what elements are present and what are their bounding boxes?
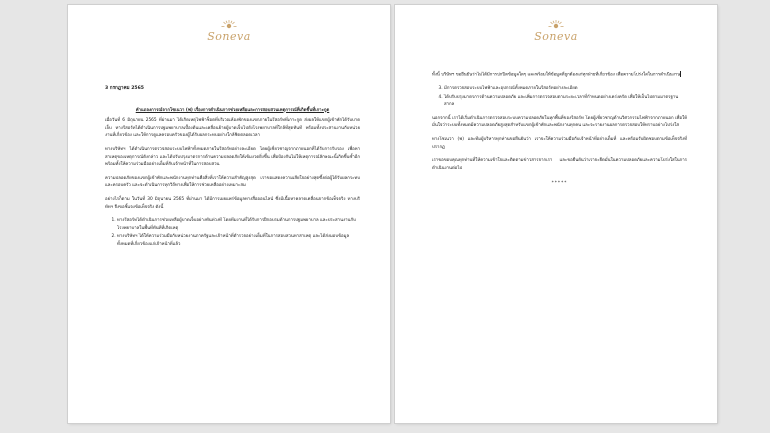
soneva-logo [68, 19, 390, 43]
document-page-1 [68, 5, 390, 423]
paragraph: ทางโซเนวา (ฟ) และทีมผู้บริหารทุกท่านขอยืนยันว่า เราจะให้ความร่วมมือกับเจ้าหน้าที่อย่างเต็มที่ และพร้อมรับผิดชอบตามข้อเท็จจริงที่ปรากฏ [432, 137, 687, 150]
paragraph: อย่างไรก็ตาม ในวันที่ 30 มิถุนายน 2565 ที่ผ่านมา ได้มีการเผยแพร่ข้อมูลทางสื่อออนไลน์ ซึ่งมีเนื้อหาคลาดเคลื่อนจากข้อเท็จจริง ทางบริษัทฯ จึงขอชี้แจงข้อเท็จจริง ดังนี้ [105, 196, 360, 210]
text-cursor [680, 71, 681, 77]
paragraph: นอกจากนี้ เราได้เริ่มดำเนินการตรวจสอบระบบความปลอดภัยในทุกพื้นที่ของรีสอร์ท โดยผู้เชี่ยวชาญด้านวิศวกรรมไฟฟ้าจากภายนอก เพื่อให้มั่นใจว่าระบบทั้งหมดมีความปลอดภัยสูงสุดสำหรับแขกผู้เข้าพักและพนักงานทุกคน และจะรายงานผลการตรวจสอบให้ทราบอย่างโปร่งใส [432, 115, 687, 129]
brand-wordmark: Soneva [534, 30, 578, 43]
page-2-body[interactable] [432, 71, 687, 188]
list-item: 1. ทางรีสอร์ทได้ดำเนินการช่วยเหลือผู้บาดเจ็บอย่างทันท่วงที โดยทีมงานที่ได้รับการฝึกอบรมด้านการปฐมพยาบาล และประสานงานกับโรงพยาบาลในพื้นที่ทันทีที่เกิดเหตุ [117, 217, 360, 232]
document-date: 3 กรกฎาคม 2565 [105, 86, 144, 91]
list-item: 3. มีการตรวจสอบระบบไฟฟ้าและอุปกรณ์ทั้งหมดภายในรีสอร์ทอย่างละเอียด [444, 85, 687, 93]
closing-mark: ***** [551, 181, 568, 187]
document-page-2 [395, 5, 717, 423]
paragraph[interactable]: ทั้งนี้ บริษัทฯ ขอยืนยันว่าไม่ได้มีการปกปิดข้อมูลใดๆ และพร้อมให้ข้อมูลที่ถูกต้องแก่ทุกฝ่ายที่เกี่ยวข้อง เพื่อความโปร่งใสในการดำเนินงาน [432, 72, 681, 78]
numbered-list [105, 217, 360, 248]
list-item: 4. ได้ปรับปรุงมาตรการด้านความปลอดภัย และเพิ่มการตรวจสอบตามระยะเวลาที่กำหนดอย่างเคร่งครัด เพื่อให้เป็นไปตามมาตรฐานสากล [444, 94, 687, 109]
paragraph: เราขอขอบคุณทุกท่านที่ให้ความเข้าใจและติดตามข่าวสารจากเรา และขอยืนยันว่าเราจะยึดมั่นในความปลอดภัยและความโปร่งใสในการดำเนินงานต่อไป [432, 158, 687, 171]
document-heading: คำแถลงการณ์จากโซเนวา (ฟ) เรื่องการดำเนินการช่วยเหลือและการสอบสวนเหตุการณ์ที่เกิดขึ้นที่เกาะกูด [135, 107, 330, 113]
list-item: 2. ทางบริษัทฯ ได้ให้ความร่วมมือกับหน่วยงานภาครัฐและเจ้าหน้าที่ตำรวจอย่างเต็มที่ในการสอบสวนหาสาเหตุ และได้ส่งมอบข้อมูลทั้งหมดที่เกี่ยวข้องแก่เจ้าหน้าที่แล้ว [117, 233, 360, 248]
paragraph: เมื่อวันที่ 6 มิถุนายน 2565 ที่ผ่านมา ได้เกิดเหตุไฟฟ้าช็อตที่บริเวณห้องพักของแขกภายในรีสอร์ทที่เกาะกูด ส่งผลให้แขกผู้เข้าพักได้รับบาดเจ็บ ทางรีสอร์ทได้ดำเนินการปฐมพยาบาลเบื้องต้นและเคลื่อนย้ายผู้บาดเจ็บไปยังโรงพยาบาลที่ใกล้ที่สุดทันที พร้อมทั้งประสานงานกับหน่วยงานที่เกี่ยวข้อง และให้การดูแลครอบครัวของผู้ได้รับผลกระทบอย่างใกล้ชิดตลอดเวลา [105, 118, 360, 139]
soneva-logo [395, 19, 717, 43]
numbered-list [432, 85, 687, 109]
page-1-body [105, 85, 360, 255]
brand-wordmark: Soneva [207, 30, 251, 43]
paragraph: ทางบริษัทฯ ได้ดำเนินการตรวจสอบระบบไฟฟ้าทั้งหมดภายในรีสอร์ทอย่างละเอียด โดยผู้เชี่ยวชาญจากภายนอกที่ได้รับการรับรอง เพื่อหาสาเหตุของเหตุการณ์ดังกล่าว และได้ปรับปรุงมาตรการด้านความปลอดภัยให้เข้มงวดยิ่งขึ้น เพื่อป้องกันไม่ให้เหตุการณ์ลักษณะนี้เกิดขึ้นซ้ำอีก พร้อมทั้งให้ความร่วมมืออย่างเต็มที่กับเจ้าหน้าที่ในการสอบสวน [105, 146, 360, 168]
paragraph: ความปลอดภัยของแขกผู้เข้าพักและพนักงานทุกท่านคือสิ่งที่เราให้ความสำคัญสูงสุด เราขอแสดงความเสียใจอย่างสุดซึ้งต่อผู้ได้รับผลกระทบและครอบครัว และจะดำเนินการทุกวิถีทางเพื่อให้การช่วยเหลืออย่างเหมาะสม [105, 175, 360, 189]
